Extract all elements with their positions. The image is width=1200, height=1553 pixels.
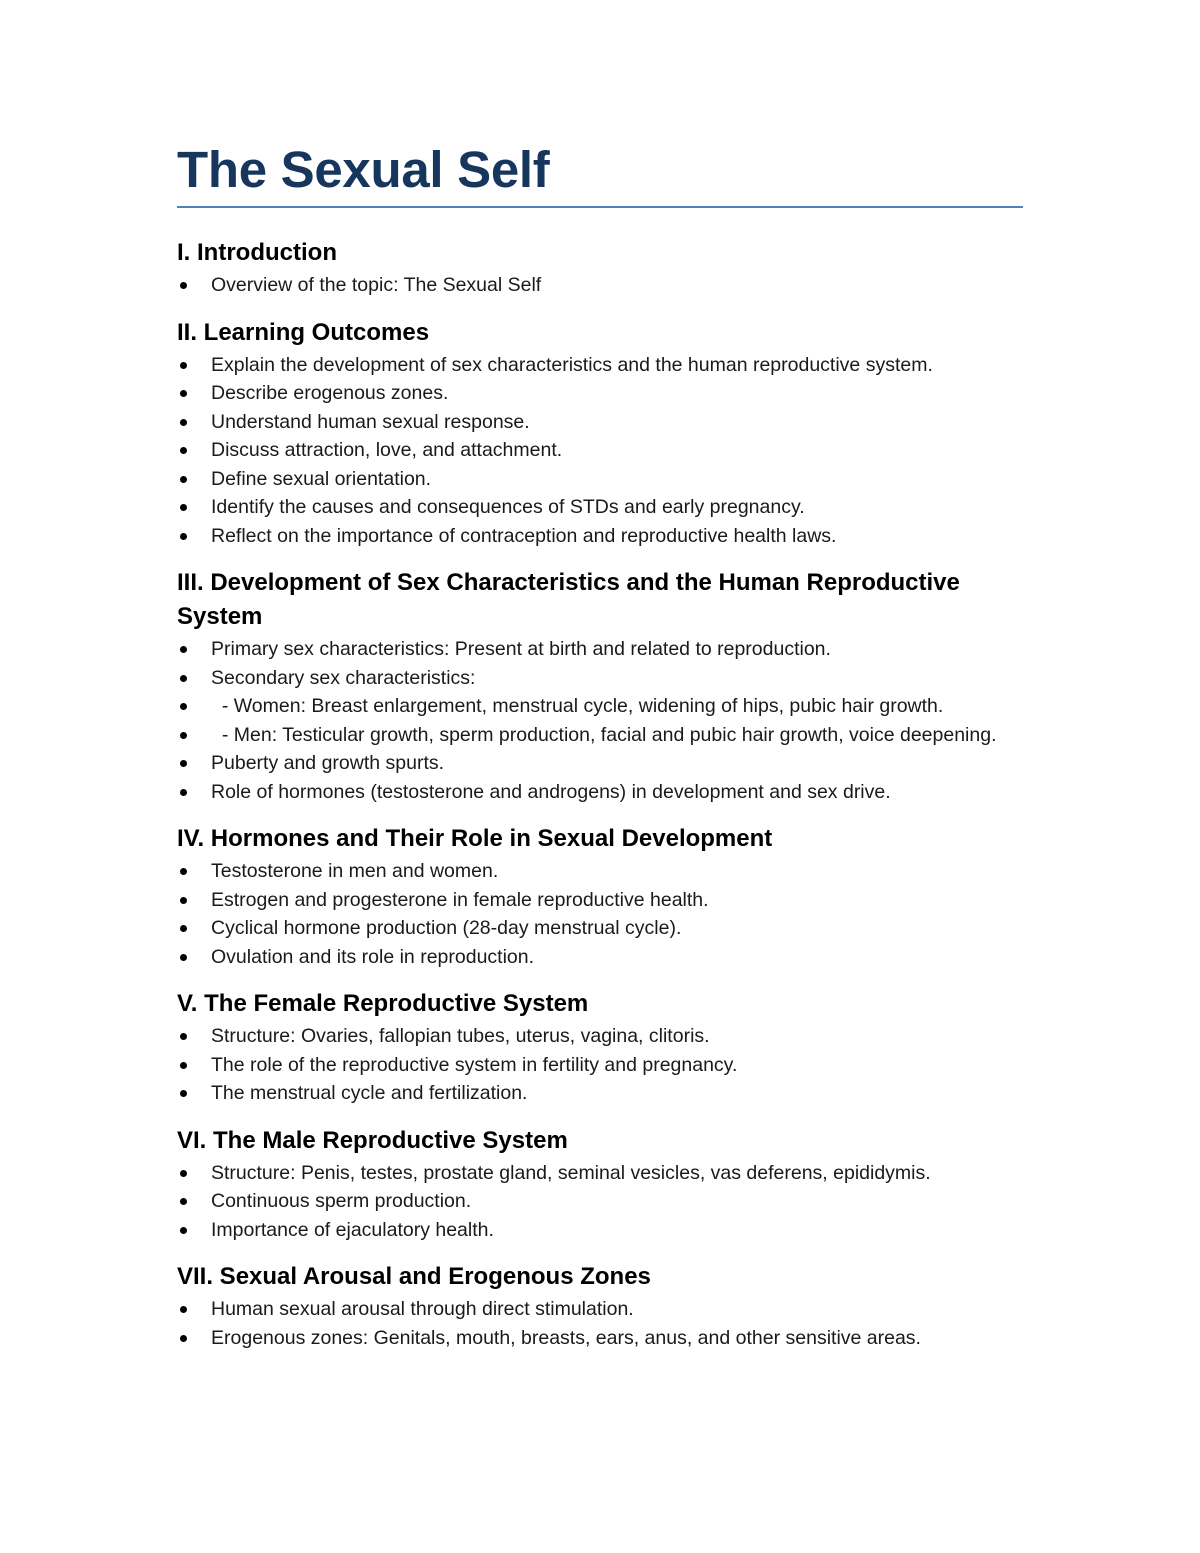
bullet-icon — [180, 504, 187, 511]
bullet-icon — [180, 646, 187, 653]
bullet-icon — [180, 732, 187, 739]
section-heading: IV. Hormones and Their Role in Sexual Development — [177, 825, 773, 852]
list-item — [177, 943, 1023, 972]
list-item — [177, 1216, 1023, 1245]
list-item — [177, 1324, 1023, 1353]
list-item-text: Importance of ejaculatory health. — [211, 1218, 494, 1241]
list-item-text: Identify the causes and consequences of STDs and early pregnancy. — [211, 496, 805, 518]
bullet-icon — [180, 447, 187, 454]
list-item — [177, 351, 1023, 380]
list-item-text: Reflect on the importance of contraception and reproductive health laws. — [211, 524, 837, 547]
bullet-list — [177, 635, 1023, 806]
list-item — [177, 721, 1023, 750]
bullet-list — [177, 857, 1023, 971]
list-item — [177, 635, 1023, 664]
section-heading: III. Development of Sex Characteristics and the Human Reproductive System — [177, 569, 960, 630]
list-item — [177, 1079, 1023, 1108]
list-item — [177, 271, 1023, 300]
list-item-text: Cyclical hormone production (28-day menstrual cycle). — [211, 917, 682, 939]
section-heading: VI. The Male Reproductive System — [177, 1126, 568, 1154]
list-item-text: Primary sex characteristics: Present at birth and related to reproduction. — [211, 638, 831, 660]
bullet-icon — [180, 362, 187, 369]
bullet-list — [177, 351, 1023, 551]
list-item-text: Puberty and growth spurts. — [211, 752, 445, 774]
list-item-text: Erogenous zones: Genitals, mouth, breasts, ears, anus, and other sensitive areas. — [211, 1326, 921, 1349]
list-item — [177, 1051, 1023, 1080]
list-item-text: Understand human sexual response. — [211, 410, 530, 433]
bullet-icon — [180, 675, 187, 682]
section-heading: V. The Female Reproductive System — [177, 990, 589, 1017]
list-item-text: Describe erogenous zones. — [211, 382, 449, 404]
list-item — [177, 664, 1023, 693]
list-item-text: Secondary sex characteristics: — [211, 666, 476, 689]
list-item — [177, 493, 1023, 522]
list-item — [177, 379, 1023, 408]
list-item — [177, 1187, 1023, 1216]
list-item — [177, 1295, 1023, 1324]
list-item-text: Testosterone in men and women. — [211, 860, 499, 882]
list-item-text: Explain the development of sex characteristics and the human reproductive system. — [211, 353, 933, 376]
bullet-icon — [180, 390, 187, 397]
list-item — [177, 522, 1023, 551]
outline-section — [177, 1124, 1023, 1245]
bullet-icon — [180, 1090, 187, 1097]
list-item-text: Human sexual arousal through direct stimulation. — [211, 1298, 634, 1320]
list-item-text: Structure: Ovaries, fallopian tubes, uterus, vagina, clitoris. — [211, 1025, 710, 1047]
bullet-list — [177, 1159, 1023, 1245]
section-heading: I. Introduction — [177, 239, 337, 266]
list-item-text: Estrogen and progesterone in female reproductive health. — [211, 888, 709, 911]
bullet-icon — [180, 868, 187, 875]
bullet-icon — [180, 419, 187, 426]
section-heading: II. Learning Outcomes — [177, 318, 430, 346]
list-item-text: - Women: Breast enlargement, menstrual cycle, widening of hips, pubic hair growth. — [211, 695, 944, 717]
bullet-list — [177, 1022, 1023, 1108]
list-item — [177, 886, 1023, 915]
list-item — [177, 749, 1023, 778]
list-item-text: Role of hormones (testosterone and androgens) in development and sex drive. — [211, 780, 891, 803]
list-item-text: Overview of the topic: The Sexual Self — [211, 274, 542, 296]
bullet-icon — [180, 1198, 187, 1205]
list-item — [177, 914, 1023, 943]
page-title: The Sexual Self — [177, 141, 550, 198]
title-underline — [177, 206, 1023, 208]
bullet-list — [177, 1295, 1023, 1352]
bullet-list — [177, 271, 1023, 300]
bullet-icon — [180, 533, 187, 540]
list-item-text: Ovulation and its role in reproduction. — [211, 945, 535, 968]
list-item-text: The role of the reproductive system in fertility and pregnancy. — [211, 1053, 738, 1076]
document-body — [177, 236, 1023, 1352]
list-item — [177, 436, 1023, 465]
outline-section — [177, 566, 1023, 806]
list-item-text: Define sexual orientation. — [211, 467, 432, 490]
outline-section — [177, 1260, 1023, 1352]
section-heading: VII. Sexual Arousal and Erogenous Zones — [177, 1263, 651, 1290]
bullet-icon — [180, 282, 187, 289]
list-item-text: Structure: Penis, testes, prostate gland, seminal vesicles, vas deferens, epididymis. — [211, 1161, 931, 1184]
bullet-icon — [180, 1170, 187, 1177]
bullet-icon — [180, 703, 187, 710]
outline-section — [177, 236, 1023, 300]
list-item-text: Continuous sperm production. — [211, 1190, 472, 1212]
bullet-icon — [180, 476, 187, 483]
bullet-icon — [180, 789, 187, 796]
outline-section — [177, 822, 1023, 971]
outline-section — [177, 316, 1023, 551]
bullet-icon — [180, 897, 187, 904]
list-item — [177, 408, 1023, 437]
list-item — [177, 1022, 1023, 1051]
document-page — [177, 140, 1023, 1368]
bullet-icon — [180, 760, 187, 767]
bullet-icon — [180, 1335, 187, 1342]
list-item — [177, 465, 1023, 494]
list-item-text: The menstrual cycle and fertilization. — [211, 1082, 528, 1104]
bullet-icon — [180, 1033, 187, 1040]
bullet-icon — [180, 1227, 187, 1234]
list-item — [177, 692, 1023, 721]
bullet-icon — [180, 1062, 187, 1069]
list-item-text: Discuss attraction, love, and attachment. — [211, 439, 563, 461]
list-item — [177, 857, 1023, 886]
bullet-icon — [180, 954, 187, 961]
bullet-icon — [180, 1306, 187, 1313]
bullet-icon — [180, 925, 187, 932]
outline-section — [177, 987, 1023, 1108]
list-item-text: - Men: Testicular growth, sperm production, facial and pubic hair growth, voice deepening. — [211, 723, 997, 746]
list-item — [177, 778, 1023, 807]
list-item — [177, 1159, 1023, 1188]
